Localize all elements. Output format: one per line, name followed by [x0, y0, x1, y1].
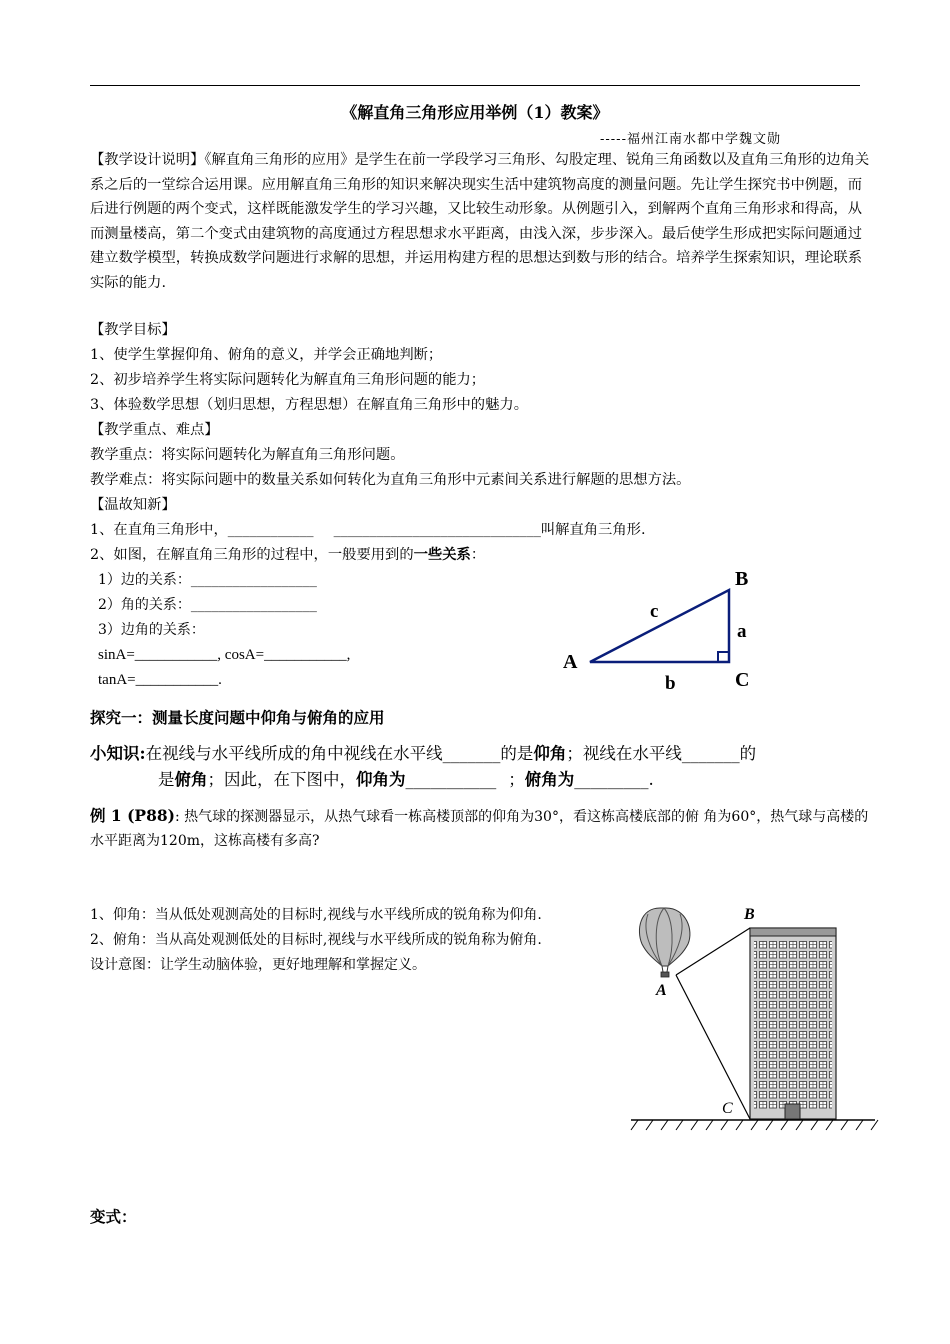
goal-item: 2、初步培养学生将实际问题转化为解直角三角形问题的能力；	[90, 372, 486, 388]
key-point: 教学重点：将实际问题转化为解直角三角形问题。	[90, 447, 405, 463]
review-q2-bold: 一些关系	[413, 547, 471, 563]
variant-label: 变式：	[90, 1207, 137, 1226]
example-1	[90, 804, 880, 853]
tip-line-2	[158, 767, 654, 792]
cos-label: , cosA=	[217, 647, 265, 663]
review-q1-prefix: 1、在直角三角形中，	[90, 522, 228, 538]
ground-line	[631, 1120, 878, 1130]
review-question-2	[90, 543, 485, 567]
label-a: a	[737, 621, 747, 642]
key-heading: 【教学重点、难点】	[90, 422, 219, 438]
tip-text: .	[648, 770, 654, 789]
tip-blank[interactable]: ___________	[405, 770, 497, 789]
relation-item[interactable]: 2）角的关系：__________________	[98, 597, 317, 613]
tip-bold: 仰角	[533, 744, 567, 763]
review-q1-blank[interactable]: _____________________________	[333, 522, 541, 538]
sin-cos-line	[98, 643, 350, 667]
tan-blank[interactable]: ___________	[135, 672, 219, 688]
triangle-shape	[590, 590, 729, 662]
review-q2-suffix: ：	[470, 547, 486, 563]
tip-bold: 俯角	[174, 770, 208, 789]
right-angle-mark	[718, 652, 729, 662]
goal-item: 1、使学生掌握仰角、俯角的意义，并学会正确地判断；	[90, 347, 443, 363]
building-icon	[750, 928, 836, 1119]
hot-air-balloon-icon	[639, 908, 690, 977]
example-label: 例 1 (P88)	[90, 806, 175, 825]
tip-text: 在视线与水平线所成的角中视线在水平线	[145, 744, 443, 763]
right-triangle-diagram	[555, 565, 785, 700]
difficult-point: 教学难点：将实际问题中的数量关系如何转化为直角三角形中元素间关系进行解题的思想方法。	[90, 472, 691, 488]
building-label-A: A	[656, 982, 667, 999]
tip-bold: 仰角为	[356, 770, 406, 789]
tip-bold: 俯角为	[524, 770, 575, 789]
relation-item[interactable]: 1）边的关系：__________________	[98, 572, 317, 588]
tip-text: 是	[158, 770, 175, 789]
tan-label: tanA=	[98, 672, 136, 688]
goals-heading: 【教学目标】	[90, 322, 176, 338]
tip-blank[interactable]: _______	[681, 744, 740, 763]
tip-text: ；	[508, 770, 525, 789]
label-A: A	[563, 651, 578, 673]
design-intent: 设计意图：让学生动脑体验，更好地理解和掌握定义。	[90, 957, 426, 973]
sin-label: sinA=	[98, 647, 135, 663]
review-question-1	[90, 518, 646, 542]
tip-text: ；因此，在下图中，	[207, 770, 356, 789]
sin-blank[interactable]: ___________	[134, 647, 218, 663]
doc-title: 《解直角三角形应用举例（1）教案》	[341, 103, 609, 122]
review-heading: 【温故知新】	[90, 497, 176, 513]
example-text: : 热气球的探测器显示，从热气球看一栋高楼顶部的仰角为30°，看这栋高楼底部的俯 角为60°，热气球与高楼的水平距离为120m，这栋高楼有多高?	[90, 809, 869, 849]
tan-line	[98, 668, 222, 692]
label-B: B	[735, 568, 749, 590]
balloon-building-diagram	[628, 900, 880, 1140]
tip-text: 的是	[500, 744, 534, 763]
label-C: C	[735, 669, 750, 691]
explore-heading: 探究一：测量长度问题中仰角与俯角的应用	[90, 708, 385, 727]
review-q1-blank[interactable]: ____________	[227, 522, 314, 538]
tip-line-1	[90, 741, 756, 766]
tip-blank[interactable]: _________	[574, 770, 649, 789]
def-elevation: 1、仰角：当从低处观测高处的目标时,视线与水平线所成的锐角称为仰角.	[90, 907, 542, 923]
tip-blank[interactable]: _______	[442, 744, 501, 763]
design-note: 【教学设计说明】《解直角三角形的应用》是学生在前一学段学习三角形、勾股定理、锐角三角函数以及直角三角形的边角关系之后的一堂综合运用课。应用解直角三角形的知识来解决现实生活中建筑物高度的测量问题。先让学生探究书中例题，而后进行例题的两个变式，这样既能激发学生的学习兴趣，又比较生动形象。从例题引入，到解两个直角三角形求和得高，从而测量楼高，第二个变式由建筑物的高度通过方程思想求水平距离，由浅入深，步步深入。最后使学生形成把实际问题通过建立数学模型，转换成数学问题进行求解的思想，并运用构建方程的思想达到数与形的结合。培养学生探索知识，理论联系实际的能力.	[90, 152, 870, 291]
tip-text: 的	[739, 744, 757, 763]
label-b: b	[665, 673, 676, 694]
doc-author: -----福州江南水都中学魏文勋	[600, 132, 781, 147]
sight-line-down	[676, 975, 750, 1119]
tip-text: ；视线在水平线	[566, 744, 682, 763]
tan-end: .	[218, 672, 222, 688]
top-rule	[90, 85, 860, 86]
tip-label: 小知识:	[90, 744, 146, 763]
def-depression: 2、俯角：当从高处观测低处的目标时,视线与水平线所成的锐角称为俯角.	[90, 932, 542, 948]
review-q2-prefix: 2、如图，在解直角三角形的过程中，一般要用到的	[90, 547, 414, 563]
cos-blank[interactable]: ___________	[264, 647, 347, 663]
goal-item: 3、体验数学思想（划归思想，方程思想）在解直角三角形中的魅力。	[90, 397, 528, 413]
cos-end: ,	[346, 647, 351, 663]
building-label-C: C	[722, 1100, 733, 1117]
relation-item: 3）边角的关系：	[98, 622, 205, 638]
review-q1-suffix: 叫解直角三角形.	[540, 522, 646, 538]
label-c: c	[650, 601, 659, 622]
building-label-B: B	[744, 906, 755, 923]
